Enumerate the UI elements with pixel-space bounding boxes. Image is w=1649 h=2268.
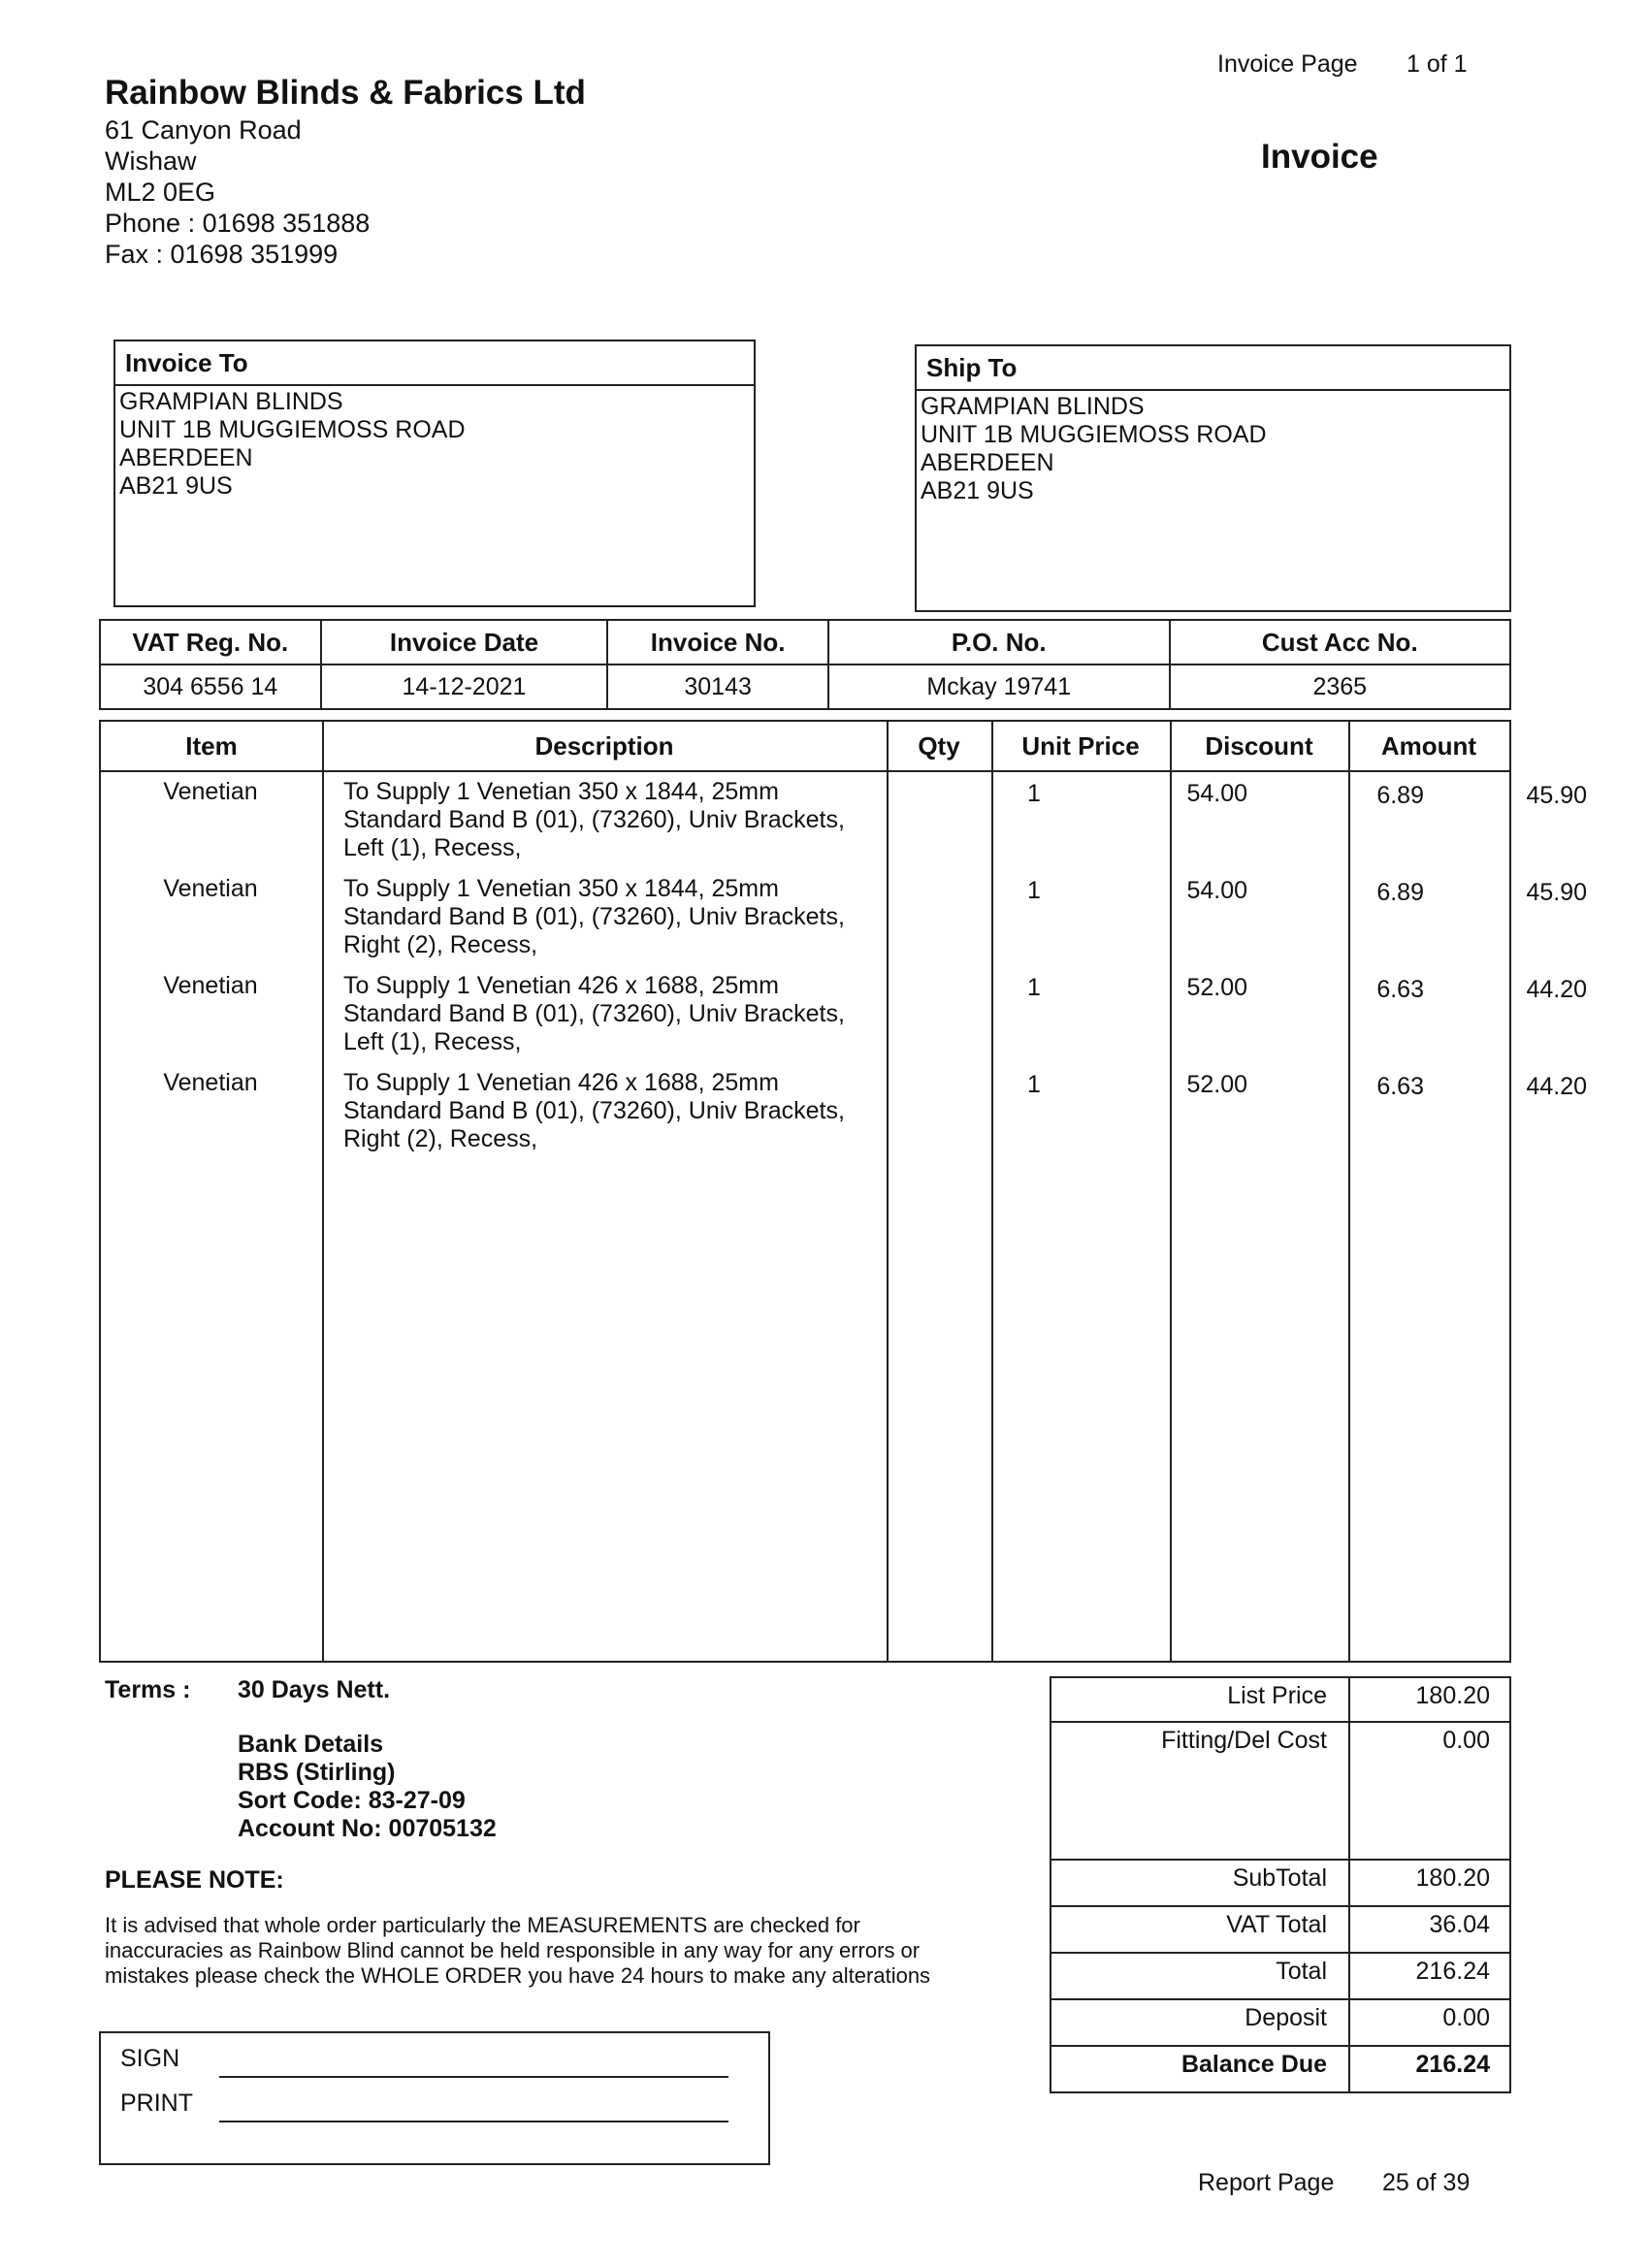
sign-label: SIGN: [120, 2045, 180, 2072]
items-header-description: Description: [534, 731, 674, 761]
note-line: It is advised that whole order particularly the MEASUREMENTS are checked for: [105, 1913, 860, 1937]
items-header-qty: Qty: [918, 731, 960, 761]
totals-value: 180.20: [1415, 1682, 1490, 1709]
totals-value: 36.04: [1429, 1911, 1490, 1938]
item-amount: 44.20: [1526, 976, 1587, 1003]
item-description-line: Standard Band B (01), (73260), Univ Brackets,: [343, 903, 845, 930]
bank-details-line: RBS (Stirling): [238, 1759, 396, 1786]
ref-header-cust-acc: Cust Acc No.: [1170, 620, 1511, 664]
ref-header-invoice-no: Invoice No.: [607, 620, 828, 664]
invoice-to-line: UNIT 1B MUGGIEMOSS ROAD: [119, 416, 466, 443]
totals-label: VAT Total: [1226, 1911, 1327, 1938]
totals-value: 0.00: [1442, 1727, 1490, 1754]
item-discount: 6.89: [1376, 782, 1424, 809]
note-text: [105, 1913, 930, 1989]
item-description-line: To Supply 1 Venetian 426 x 1688, 25mm: [343, 972, 779, 999]
item-description-line: Standard Band B (01), (73260), Univ Brackets,: [343, 806, 845, 833]
ref-value-invoice-no: 30143: [607, 664, 828, 709]
item-discount: 6.63: [1376, 976, 1424, 1003]
item-unit-price: 52.00: [1186, 1071, 1247, 1098]
ref-value-vat: 304 6556 14: [100, 664, 321, 709]
note-title: PLEASE NOTE:: [105, 1866, 284, 1894]
ref-value-date: 14-12-2021: [321, 664, 608, 709]
totals-row-subtotal: [1051, 1861, 1509, 1907]
item-amount: 45.90: [1526, 879, 1587, 906]
invoice-to-line: GRAMPIAN BLINDS: [119, 388, 343, 415]
ship-to-line: UNIT 1B MUGGIEMOSS ROAD: [921, 421, 1267, 448]
invoice-page-label: Invoice Page: [1217, 50, 1358, 78]
company-fax: Fax : 01698 351999: [105, 240, 339, 269]
item-qty: 1: [1027, 780, 1041, 807]
totals-value: 216.24: [1415, 2051, 1490, 2078]
bank-details-line: Bank Details: [238, 1731, 384, 1758]
totals-value: 0.00: [1442, 2004, 1490, 2031]
item-description: [343, 972, 887, 1056]
totals-label: Deposit: [1245, 2004, 1327, 2031]
item-name: Venetian: [163, 875, 258, 902]
item-name: Venetian: [163, 1069, 258, 1096]
terms-label: Terms :: [105, 1676, 191, 1703]
item-description-line: To Supply 1 Venetian 350 x 1844, 25mm: [343, 875, 779, 902]
invoice-to-label: Invoice To: [115, 341, 754, 386]
bank-details-line: Account No: 00705132: [238, 1815, 497, 1842]
item-description: [343, 875, 887, 959]
items-header-unit-price: Unit Price: [1021, 731, 1140, 761]
table-row: [101, 964, 1587, 1061]
company-address-line: Wishaw: [105, 146, 197, 176]
item-amount: 45.90: [1526, 782, 1587, 809]
table-row: [101, 1061, 1587, 1158]
item-unit-price: 54.00: [1186, 780, 1247, 807]
item-qty: 1: [1027, 1071, 1041, 1098]
table-row: [101, 770, 1587, 867]
doc-title: Invoice: [1261, 138, 1378, 176]
totals-label: List Price: [1227, 1682, 1327, 1709]
invoice-to-box: [113, 340, 756, 607]
ship-to-box: [915, 344, 1511, 612]
reference-table: [99, 619, 1511, 710]
item-description-line: Standard Band B (01), (73260), Univ Brackets,: [343, 1097, 845, 1124]
company-name: Rainbow Blinds & Fabrics Ltd: [105, 74, 586, 112]
totals-label: Balance Due: [1180, 2051, 1327, 2078]
item-discount: 6.89: [1376, 879, 1424, 906]
company-address-line: ML2 0EG: [105, 178, 216, 207]
item-description-line: Right (2), Recess,: [343, 931, 538, 958]
item-name: Venetian: [163, 778, 258, 805]
print-line[interactable]: [219, 2121, 728, 2122]
report-page-value: 25 of 39: [1382, 2169, 1471, 2196]
ref-value-po: Mckay 19741: [828, 664, 1169, 709]
ref-header-vat: VAT Reg. No.: [100, 620, 321, 664]
ship-to-line: ABERDEEN: [921, 449, 1054, 476]
ship-to-line: GRAMPIAN BLINDS: [921, 393, 1145, 420]
totals-label: Fitting/Del Cost: [1161, 1727, 1327, 1754]
totals-row-list-price: [1051, 1678, 1509, 1723]
item-description-line: Left (1), Recess,: [343, 1028, 522, 1055]
totals-row-balance-due: [1051, 2047, 1509, 2091]
ship-to-label: Ship To: [917, 346, 1509, 391]
totals-row-fitting: [1051, 1723, 1509, 1861]
items-header-row: [101, 722, 1509, 772]
items-header-amount: Amount: [1380, 731, 1477, 761]
item-description-line: To Supply 1 Venetian 350 x 1844, 25mm: [343, 778, 779, 805]
totals-value: 216.24: [1415, 1958, 1490, 1985]
item-unit-price: 54.00: [1186, 877, 1247, 904]
totals-row-vat: [1051, 1907, 1509, 1954]
item-description-line: Left (1), Recess,: [343, 834, 522, 861]
company-address-line: 61 Canyon Road: [105, 115, 302, 145]
ref-header-date: Invoice Date: [321, 620, 608, 664]
items-header-item: Item: [185, 731, 238, 761]
ref-value-cust-acc: 2365: [1170, 664, 1511, 709]
note-line: inaccuracies as Rainbow Blind cannot be held responsible in any way for any errors or: [105, 1938, 921, 1962]
invoice-to-line: ABERDEEN: [119, 444, 253, 471]
item-unit-price: 52.00: [1186, 974, 1247, 1001]
item-description: [343, 778, 887, 862]
item-amount: 44.20: [1526, 1073, 1587, 1100]
terms-value: 30 Days Nett.: [238, 1676, 391, 1703]
invoice-page-value: 1 of 1: [1406, 50, 1468, 78]
ref-header-po: P.O. No.: [828, 620, 1169, 664]
note-line: mistakes please check the WHOLE ORDER you have 24 hours to make any alterations: [105, 1963, 931, 1988]
totals-label: Total: [1276, 1958, 1327, 1985]
company-phone: Phone : 01698 351888: [105, 209, 371, 238]
table-row: [101, 867, 1587, 964]
invoice-to-line: AB21 9US: [119, 472, 233, 500]
ship-to-line: AB21 9US: [921, 477, 1034, 504]
bank-details: [238, 1731, 497, 1843]
item-description: [343, 1069, 887, 1153]
item-discount: 6.63: [1376, 1073, 1424, 1100]
item-description-line: Right (2), Recess,: [343, 1125, 538, 1152]
sign-line[interactable]: [219, 2076, 728, 2078]
totals-row-total: [1051, 1954, 1509, 2000]
items-header-discount: Discount: [1205, 731, 1313, 761]
totals-row-deposit: [1051, 2000, 1509, 2047]
bank-details-line: Sort Code: 83-27-09: [238, 1787, 466, 1814]
item-qty: 1: [1027, 974, 1041, 1001]
totals-box: [1050, 1676, 1511, 2093]
totals-value: 180.20: [1415, 1864, 1490, 1892]
item-name: Venetian: [163, 972, 258, 999]
items-table: [99, 720, 1587, 1663]
item-description-line: Standard Band B (01), (73260), Univ Brackets,: [343, 1000, 845, 1027]
item-description-line: To Supply 1 Venetian 426 x 1688, 25mm: [343, 1069, 779, 1096]
totals-label: SubTotal: [1232, 1864, 1327, 1892]
print-label: PRINT: [120, 2090, 193, 2117]
item-qty: 1: [1027, 877, 1041, 904]
report-page-label: Report Page: [1198, 2169, 1335, 2196]
sign-box: [99, 2031, 770, 2165]
company-block: [105, 72, 586, 270]
